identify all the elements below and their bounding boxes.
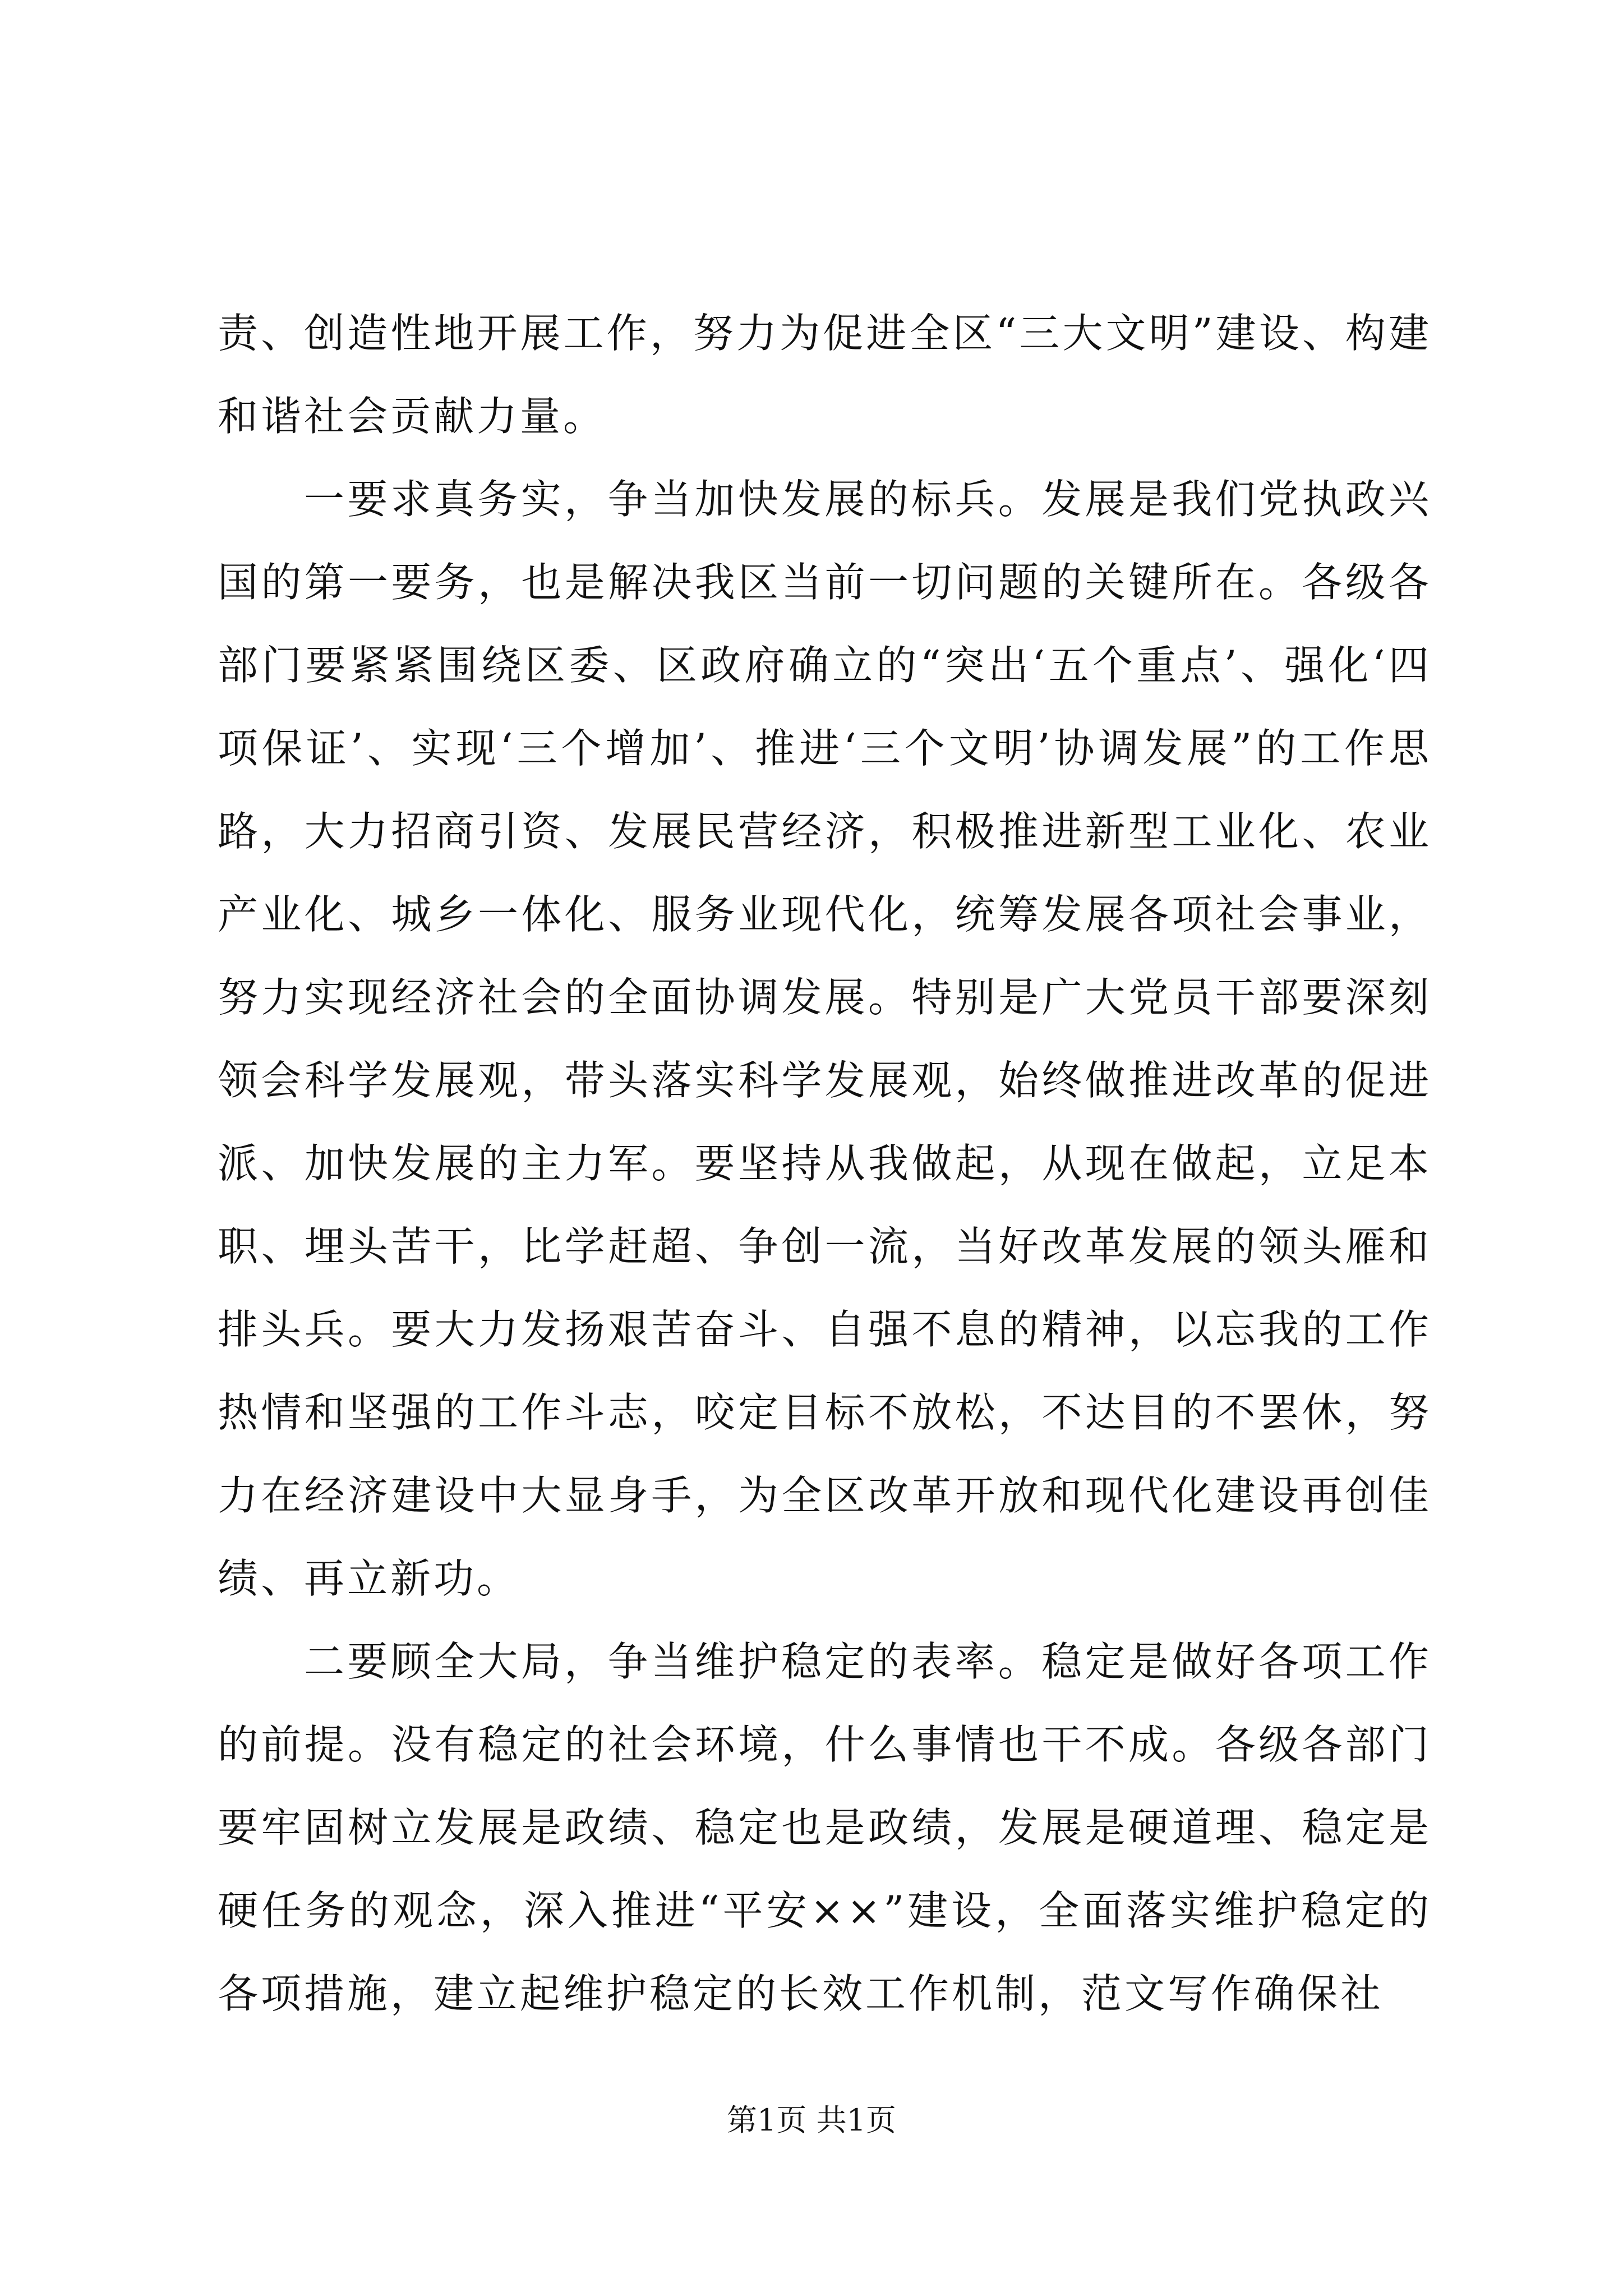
paragraph-stability: 二要顾全大局，争当维护稳定的表率。稳定是做好各项工作的前提。没有稳定的社会环境，什么事情也干不成。各级各部门要牢固树立发展是政绩、稳定也是政绩，发展是硬道理、稳定是硬任务的观念，深入推进“平安××”建设，全面落实维护稳定的各项措施，建立起维护稳定的长效工作机制，范文写作确保社	[218, 1638, 1432, 2017]
document-body	[218, 292, 1432, 2035]
page-footer: 第1页 共1页	[727, 2102, 896, 2138]
paragraph-development: 一要求真务实，争当加快发展的标兵。发展是我们党执政兴国的第一要务，也是解决我区当前一切问题的关键所在。各级各部门要紧紧围绕区委、区政府确立的“突出‘五个重点’、强化‘四项保证’、实现‘三个增加’、推进‘三个文明’协调发展”的工作思路，大力招商引资、发展民营经济，积极推进新型工业化、农业产业化、城乡一体化、服务业现代化，统筹发展各项社会事业，努力实现经济社会的全面协调发展。特别是广大党员干部要深刻领会科学发展观，带头落实科学发展观，始终做推进改革的促进派、加快发展的主力军。要坚持从我做起，从现在做起，立足本职、埋头苦干，比学赶超、争创一流，当好改革发展的领头雁和排头兵。要大力发扬艰苦奋斗、自强不息的精神，以忘我的工作热情和坚强的工作斗志，咬定目标不放松，不达目的不罢休，努力在经济建设中大显身手，为全区改革开放和现代化建设再创佳绩、再立新功。	[218, 476, 1432, 1602]
paragraph-continuation: 责、创造性地开展工作，努力为促进全区“三大文明”建设、构建和谐社会贡献力量。	[218, 310, 1432, 440]
